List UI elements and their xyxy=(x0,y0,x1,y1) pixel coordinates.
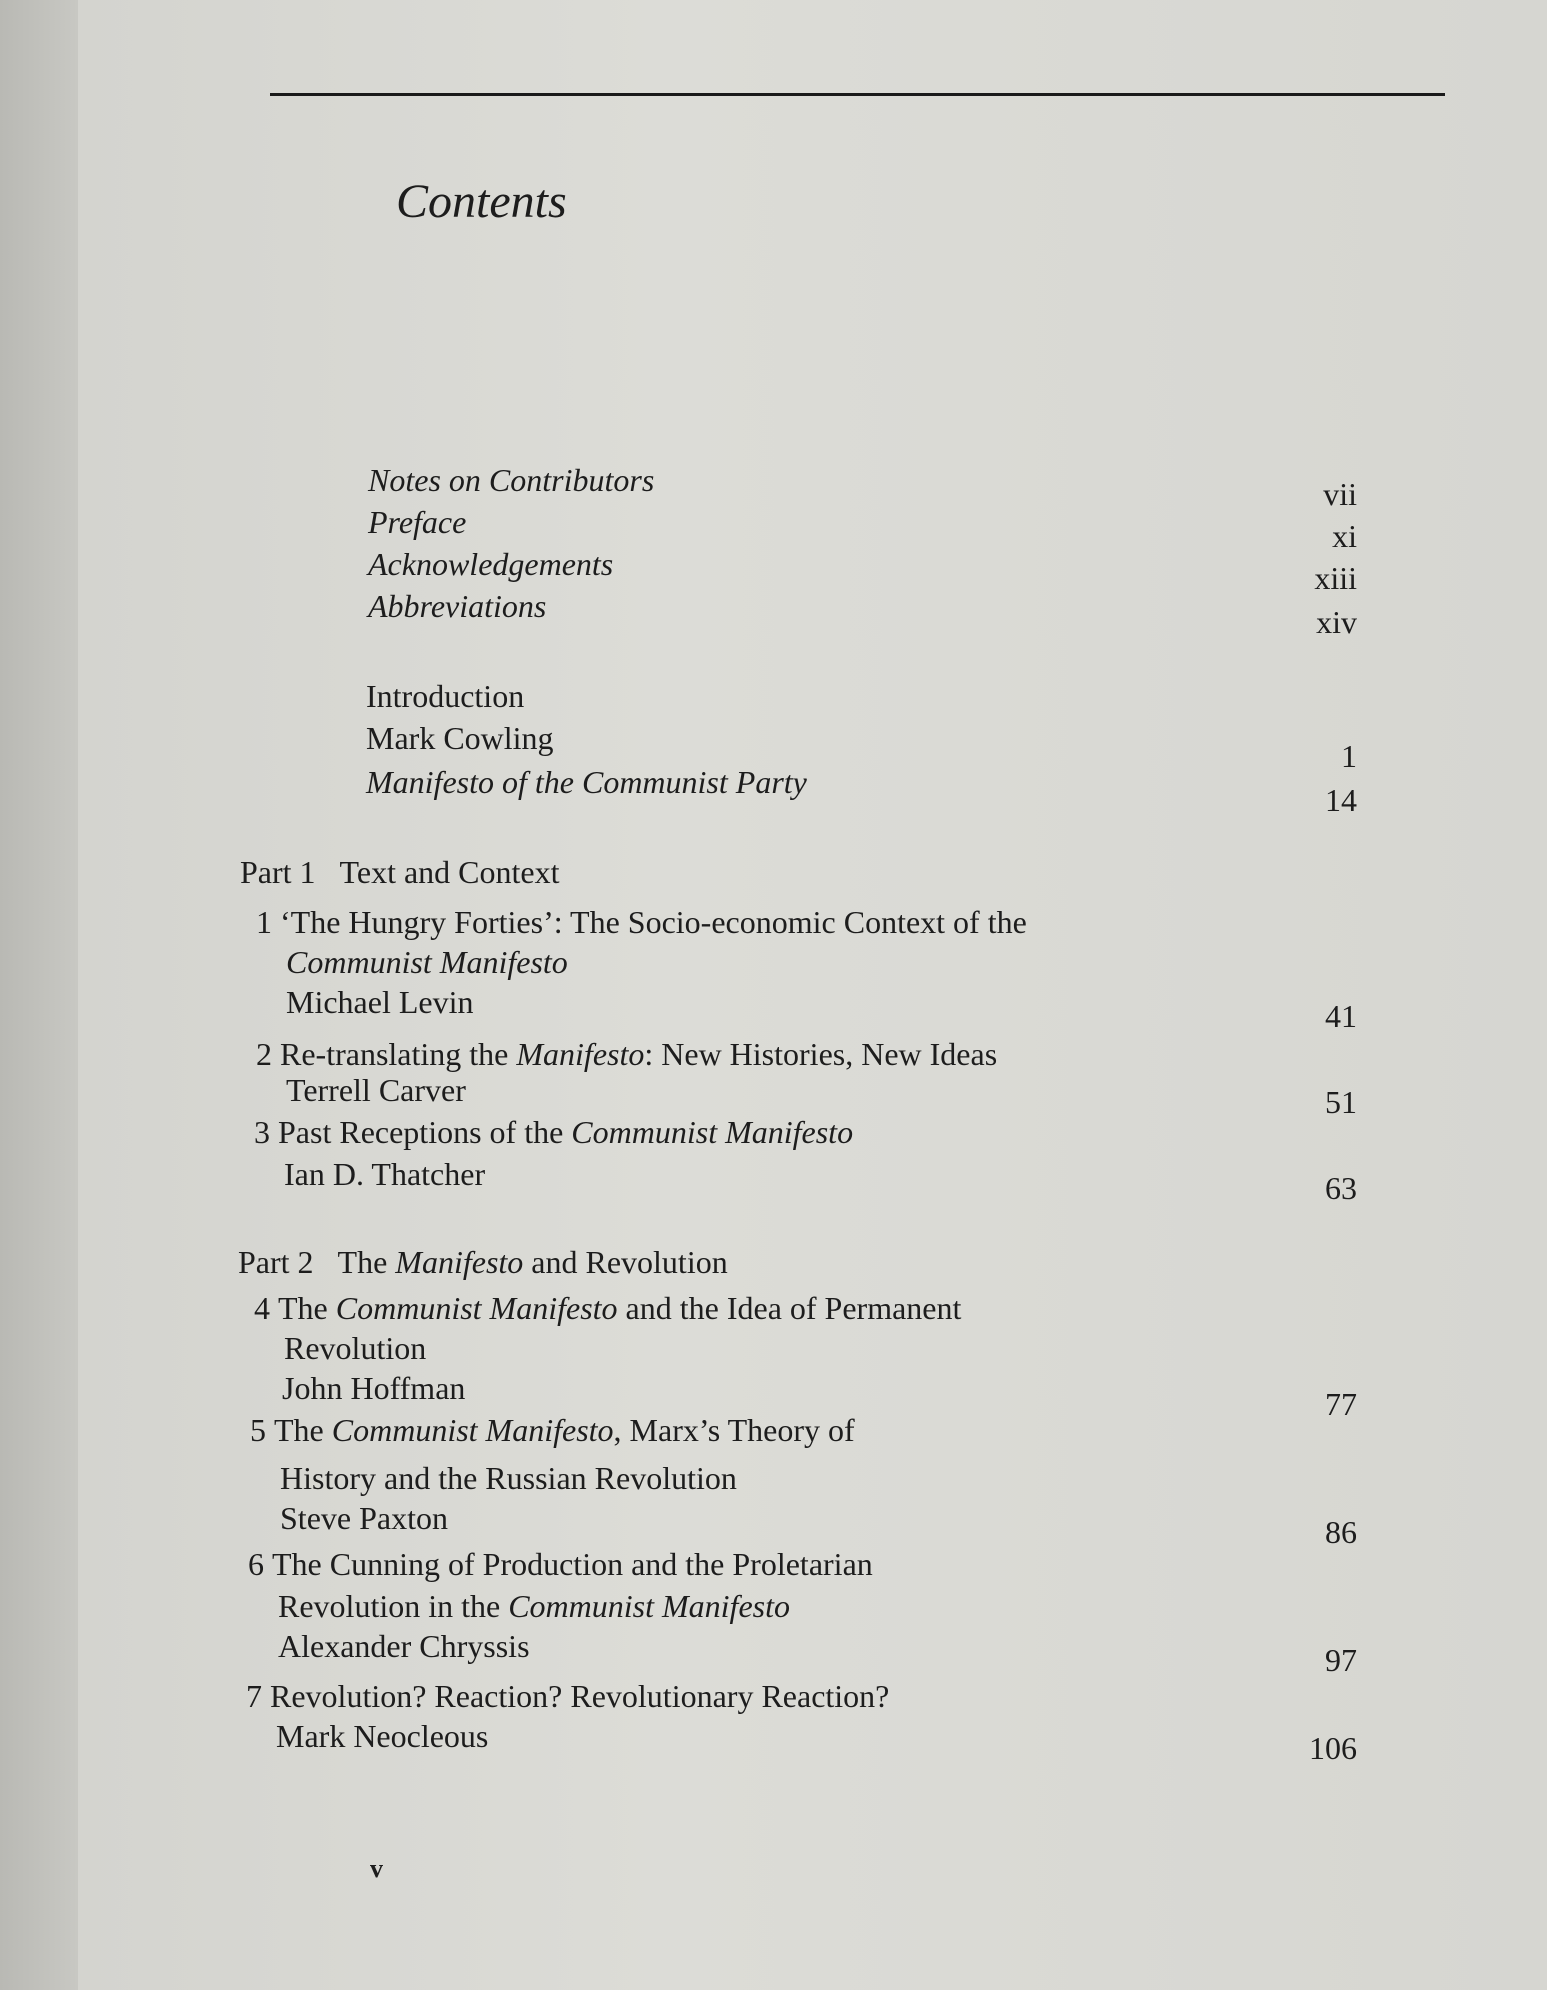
chapter-4-author: John Hoffman xyxy=(282,1370,466,1406)
chapter-4-page: 77 xyxy=(1325,1386,1357,1422)
chapter-6-title-cont: Revolution in the Communist Manifesto xyxy=(278,1588,790,1624)
toc-entry-notes: Notes on Contributors xyxy=(368,462,655,498)
chapter-3-title: 3 Past Receptions of the Communist Manifesto xyxy=(254,1114,854,1150)
chapter-1-author: Michael Levin xyxy=(286,984,474,1020)
chapter-5-author: Steve Paxton xyxy=(280,1500,448,1536)
part-heading: Part 2 The Manifesto and Revolution xyxy=(238,1244,728,1280)
toc-manifesto: Manifesto of the Communist Party xyxy=(366,764,807,800)
chapter-1-title-cont: Communist Manifesto xyxy=(286,944,568,980)
toc-page-acknowledgements: xiii xyxy=(1314,560,1357,596)
chapter-3-page: 63 xyxy=(1325,1170,1357,1206)
chapter-1-title: 1 ‘The Hungry Forties’: The Socio-economic Context of the xyxy=(256,904,1027,940)
toc-page-introduction: 1 xyxy=(1341,738,1357,774)
chapter-4-title: 4 The Communist Manifesto and the Idea of Permanent xyxy=(254,1290,962,1326)
chapter-3-author: Ian D. Thatcher xyxy=(284,1156,486,1192)
chapter-5-page: 86 xyxy=(1325,1514,1357,1550)
page-gutter xyxy=(0,0,78,1990)
chapter-2-title: 2 Re-translating the Manifesto: New Histories, New Ideas xyxy=(256,1036,998,1072)
chapter-5-title: 5 The Communist Manifesto, Marx’s Theory of xyxy=(250,1412,855,1448)
toc-entry-preface: Preface xyxy=(368,504,467,540)
toc-entry-acknowledgements: Acknowledgements xyxy=(368,546,614,582)
chapter-6-page: 97 xyxy=(1325,1642,1357,1678)
top-rule xyxy=(270,93,1445,96)
toc-entry-abbreviations: Abbreviations xyxy=(368,588,547,624)
chapter-7-title: 7 Revolution? Reaction? Revolutionary Reaction? xyxy=(246,1678,890,1714)
toc-page-preface: xi xyxy=(1332,518,1357,554)
page-folio: v xyxy=(370,1854,383,1883)
toc-page-abbreviations: xiv xyxy=(1316,604,1357,640)
chapter-4-title-cont: Revolution xyxy=(284,1330,427,1366)
toc-page-notes: vii xyxy=(1323,476,1357,512)
chapter-6-title: 6 The Cunning of Production and the Proletarian xyxy=(248,1546,873,1582)
chapter-5-title-cont: History and the Russian Revolution xyxy=(280,1460,737,1496)
toc-page-manifesto: 14 xyxy=(1325,782,1357,818)
toc-introduction-author: Mark Cowling xyxy=(366,720,554,756)
chapter-1-page: 41 xyxy=(1325,998,1357,1034)
book-page xyxy=(78,0,1547,1990)
chapter-2-author: Terrell Carver xyxy=(286,1072,466,1108)
chapter-2-page: 51 xyxy=(1325,1084,1357,1120)
part-heading: Part 1 Text and Context xyxy=(240,854,560,890)
chapter-7-author: Mark Neocleous xyxy=(276,1718,489,1754)
chapter-6-author: Alexander Chryssis xyxy=(278,1628,530,1664)
chapter-7-page: 106 xyxy=(1309,1730,1357,1766)
toc-introduction: Introduction xyxy=(366,678,525,714)
page-title: Contents xyxy=(396,175,567,228)
